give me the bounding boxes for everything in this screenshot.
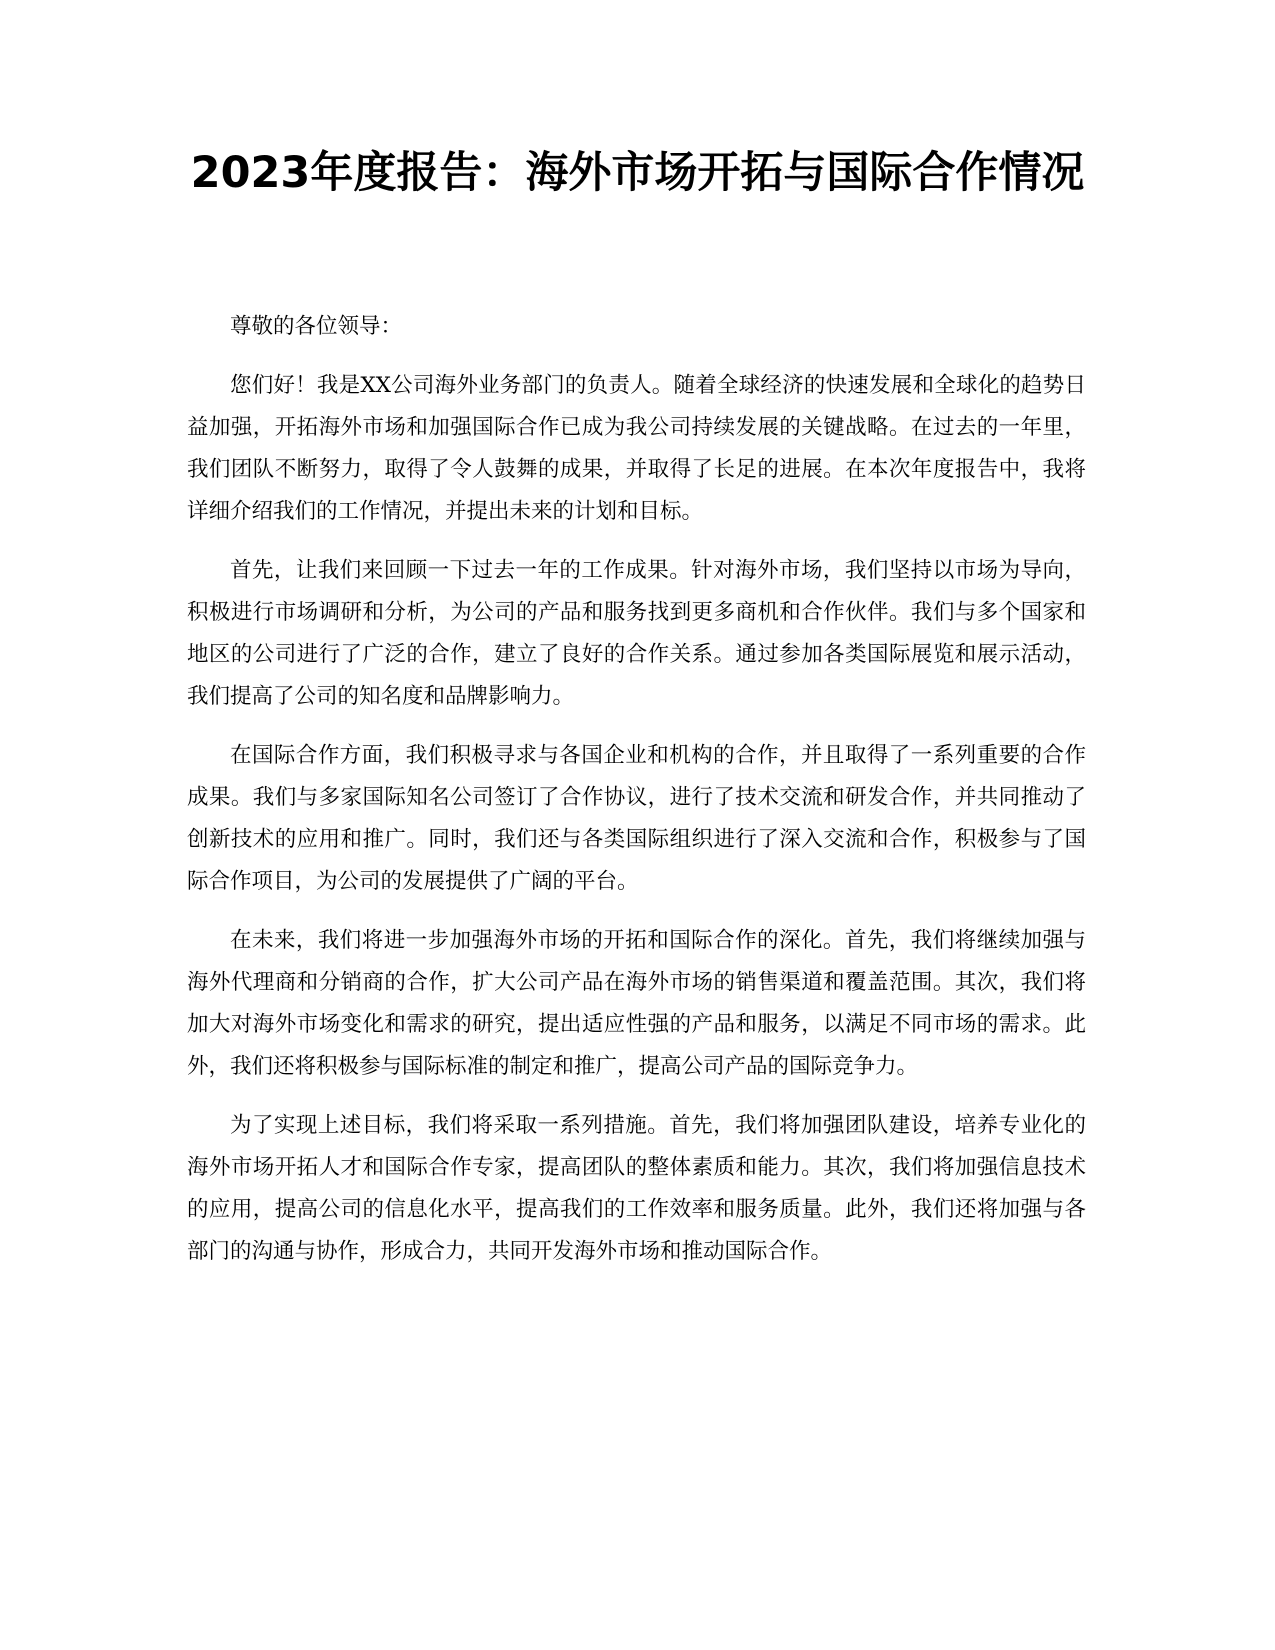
paragraph-3: 在国际合作方面，我们积极寻求与各国企业和机构的合作，并且取得了一系列重要的合作成果。我们与多家国际知名公司签订了合作协议，进行了技术交流和研发合作，并共同推动了创新技术的应用和推广。同时，我们还与各类国际组织进行了深入交流和合作，积极参与了国际合作项目，为公司的发展提供了广阔的平台。 xyxy=(187,743,1086,894)
salutation: 尊敬的各位领导： xyxy=(230,314,403,339)
document-title: 2023年度报告：海外市场开拓与国际合作情况 xyxy=(190,148,1085,198)
paragraph-1: 您们好！我是XX公司海外业务部门的负责人。随着全球经济的快速发展和全球化的趋势日益加强，开拓海外市场和加强国际合作已成为我公司持续发展的关键战略。在过去的一年里，我们团队不断努力，取得了令人鼓舞的成果，并取得了长足的进展。在本次年度报告中，我将详细介绍我们的工作情况，并提出未来的计划和目标。 xyxy=(187,373,1086,524)
document-body xyxy=(187,306,1086,1290)
paragraph-5: 为了实现上述目标，我们将采取一系列措施。首先，我们将加强团队建设，培养专业化的海外市场开拓人才和国际合作专家，提高团队的整体素质和能力。其次，我们将加强信息技术的应用，提高公司的信息化水平，提高我们的工作效率和服务质量。此外，我们还将加强与各部门的沟通与协作，形成合力，共同开发海外市场和推动国际合作。 xyxy=(187,1113,1086,1264)
paragraph-2: 首先，让我们来回顾一下过去一年的工作成果。针对海外市场，我们坚持以市场为导向，积极进行市场调研和分析，为公司的产品和服务找到更多商机和合作伙伴。我们与多个国家和地区的公司进行了广泛的合作，建立了良好的合作关系。通过参加各类国际展览和展示活动，我们提高了公司的知名度和品牌影响力。 xyxy=(187,558,1086,709)
paragraph-4: 在未来，我们将进一步加强海外市场的开拓和国际合作的深化。首先，我们将继续加强与海外代理商和分销商的合作，扩大公司产品在海外市场的销售渠道和覆盖范围。其次，我们将加大对海外市场变化和需求的研究，提出适应性强的产品和服务，以满足不同市场的需求。此外，我们还将积极参与国际标准的制定和推广，提高公司产品的国际竞争力。 xyxy=(187,928,1086,1079)
